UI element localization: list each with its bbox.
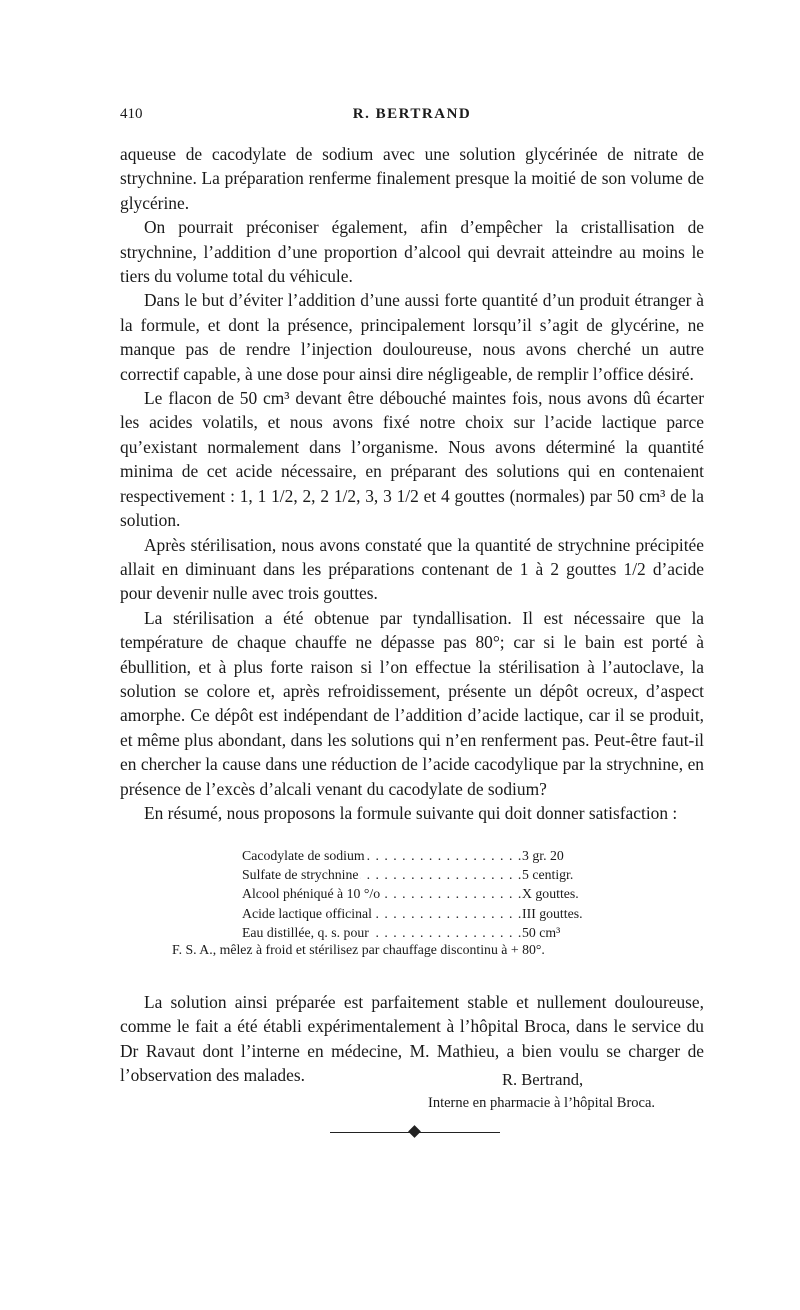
paragraph: La stérilisation a été obtenue par tyndallisation. Il est nécessaire que la température de chaque chauffe ne dépasse pas 80°; car si le bain est porté à ébullition, et à plus forte raison si l’on effectue la stérilisation à l’autoclave, la solution se colore et, après refroidissement, présente un dépôt ocreux, d’aspect amorphe. Ce dépôt est indépendant de l’addition d’acide lactique, car il se produit, et même plus abondant, dans les solutions qui n’en renferment pas. Peut-être faut-il en chercher la cause dans une réduction de l’acide cacodylique par la strychnine, en présence de l’excès d’alcali venant du cacodylate de sodium? bbox=[120, 607, 704, 799]
formula-row bbox=[242, 923, 662, 942]
diamond-ornament-icon bbox=[408, 1125, 421, 1138]
formula-row bbox=[242, 865, 662, 884]
running-head: R. BERTRAND bbox=[352, 106, 472, 122]
formula-ingredient: Cacodylate de sodium bbox=[242, 848, 365, 863]
paragraph: En résumé, nous proposons la formule suivante qui doit donner satisfaction : bbox=[144, 802, 678, 823]
page-header bbox=[120, 106, 704, 128]
body-text bbox=[120, 142, 704, 825]
formula-ingredient: Sulfate de strychnine bbox=[242, 867, 359, 883]
page-number: 410 bbox=[120, 106, 143, 122]
paragraph: Le flacon de 50 cm³ devant être débouché maintes fois, nous avons dû écarter les acides volatils, et nous avons fixé notre choix sur l’acide lactique parce qu’existant normalement dans l’organisme. Nous avons déterminé la quantité minima de cet acide nécessaire, en préparant des solutions qui en contenaient respectivement : 1, 1 1/2, 2, 2 1/2, 3, 3 1/2 et 4 gouttes (normales) par 50 cm³ de la solution. bbox=[120, 388, 704, 531]
formula-quantity: X gouttes. bbox=[522, 886, 579, 902]
formula-ingredient: Eau distillée, q. s. pour bbox=[242, 924, 369, 940]
paragraph: Après stérilisation, nous avons constaté que la quantité de strychnine précipitée allait en diminuant dans les préparations contenant de 1 à 2 gouttes 1/2 d’acide pour devenir nulle avec trois gouttes. bbox=[120, 534, 704, 604]
signature-name: R. Bertrand, bbox=[502, 1070, 584, 1089]
paragraph: On pourrait préconiser également, afin d’empêcher la cristallisation de strychnine, l’addition d’une proportion d’alcool qui devrait atteindre au moins le tiers du volume total du véhicule. bbox=[120, 217, 704, 287]
formula-note: F. S. A., mêlez à froid et stérilisez par chauffage discontinu à + 80°. bbox=[172, 942, 545, 957]
closing-text bbox=[120, 990, 704, 1088]
formula-row bbox=[242, 884, 662, 903]
formula-row bbox=[242, 904, 662, 923]
signature-title: Interne en pharmacie à l’hôpital Broca. bbox=[428, 1095, 656, 1111]
formula-ingredient: Acide lactique officinal bbox=[242, 905, 372, 921]
formula-row bbox=[242, 846, 662, 865]
formula-quantity: III gouttes. bbox=[522, 905, 583, 921]
formula-quantity: 3 gr. 20 bbox=[522, 848, 564, 863]
formula-ingredient: Alcool phéniqué à 10 °/o bbox=[242, 886, 381, 902]
formula-table bbox=[242, 846, 662, 942]
paragraph: Dans le but d’éviter l’addition d’une aussi forte quantité d’un produit étranger à la formule, et dont la présence, principalement lorsqu’il s’agit de glycérine, ne manque pas de rendre l’injection douloureuse, nous avons cherché un autre correctif capable, à une dose pour ainsi dire négligeable, de remplir l’office désiré. bbox=[120, 290, 704, 384]
formula-quantity: 50 cm³ bbox=[522, 924, 561, 940]
paragraph: La solution ainsi préparée est parfaitement stable et nullement douloureuse, comme le fait a été établi expérimentalement à l’hôpital Broca, dans le service du Dr Ravaut dont l’interne en médecine, M. Mathieu, a bien voulu se charger de l’observation des malades. bbox=[120, 992, 704, 1086]
paragraph: aqueuse de cacodylate de sodium avec une solution glycérinée de nitrate de strychnine. La préparation renferme finalement presque la moitié de son volume de glycérine. bbox=[120, 144, 704, 213]
formula-quantity: 5 centigr. bbox=[522, 867, 574, 883]
